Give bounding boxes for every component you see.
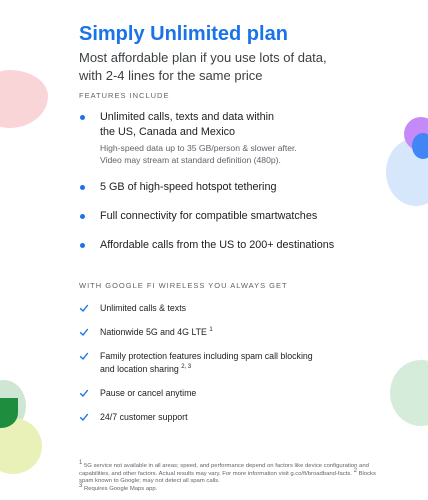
footnote-1-text: 5G service not available in all areas; speed, and performance depend on factors like device configuration and capabilities, and other factors. Actual results may vary. For more information visit g.co/fi/broadband-facts.: [79, 463, 369, 477]
footnote-2-mark: 2: [353, 467, 357, 474]
feature-note: High-speed data up to 35 GB/person & slower after. Video may stream at standard definition (480p).: [100, 143, 297, 165]
plan-card: [79, 22, 409, 492]
footnote-2-text: Blocks spam known to Google; may not detect all spam calls.: [79, 470, 376, 485]
benefit-text: 24/7 customer support: [100, 412, 188, 422]
subtitle-line-2: with 2-4 lines for the same price: [79, 68, 263, 83]
checkmark-icon: [79, 327, 89, 337]
feature-text: Affordable calls from the US to 200+ destinations: [100, 239, 335, 251]
blue-dot-icon: [80, 214, 85, 219]
benefit-item-support: [79, 411, 419, 424]
feature-item-international: [79, 238, 419, 253]
checkmark-icon: [79, 412, 89, 422]
plan-subtitle: [79, 49, 409, 85]
checkmark-icon: [79, 303, 89, 313]
feature-text-line-1: Unlimited calls, texts and data within: [100, 111, 275, 123]
benefit-item-5g: [79, 326, 419, 339]
pink-blob-decoration: [0, 70, 48, 128]
feature-item-smartwatch: [79, 209, 419, 224]
benefit-text: Pause or cancel anytime: [100, 388, 197, 398]
checkmark-icon: [79, 388, 89, 398]
footnote-3-text: Requires Google Maps app.: [83, 485, 158, 492]
benefit-item-pause-cancel: [79, 387, 419, 400]
benefit-item-calls-texts: [79, 302, 419, 315]
benefit-text-line-1: Family protection features including spam call blocking: [100, 351, 313, 361]
feature-item-unlimited: [79, 110, 419, 166]
google-fi-benefits-list: [79, 302, 419, 424]
footnotes: [79, 460, 379, 493]
benefit-text: Nationwide 5G and 4G LTE: [100, 327, 207, 337]
footnote-ref: 2, 3: [181, 364, 192, 371]
feature-list: [79, 110, 419, 253]
features-section-label: FEATURES INCLUDE: [79, 91, 170, 100]
plan-title: Simply Unlimited plan: [79, 23, 288, 45]
feature-text: Full connectivity for compatible smartwatches: [100, 210, 318, 222]
footnote-1-mark: 1: [79, 460, 83, 467]
blue-dot-icon: [80, 243, 85, 248]
feature-text-line-2: the US, Canada and Mexico: [100, 126, 236, 138]
subtitle-line-1: Most affordable plan if you use lots of data,: [79, 50, 327, 65]
benefit-text: Unlimited calls & texts: [100, 303, 187, 313]
benefit-text-line-2: and location sharing: [100, 364, 179, 374]
blue-dot-icon: [80, 185, 85, 190]
feature-text: 5 GB of high-speed hotspot tethering: [100, 181, 277, 193]
footnote-3-mark: 3: [79, 482, 83, 489]
checkmark-icon: [79, 351, 89, 361]
benefit-item-family-protection: [79, 350, 419, 376]
google-fi-section-label: WITH GOOGLE FI WIRELESS YOU ALWAYS GET: [79, 281, 288, 290]
blue-dot-icon: [80, 115, 85, 120]
feature-item-hotspot: [79, 180, 419, 195]
footnote-ref: 1: [209, 327, 213, 334]
